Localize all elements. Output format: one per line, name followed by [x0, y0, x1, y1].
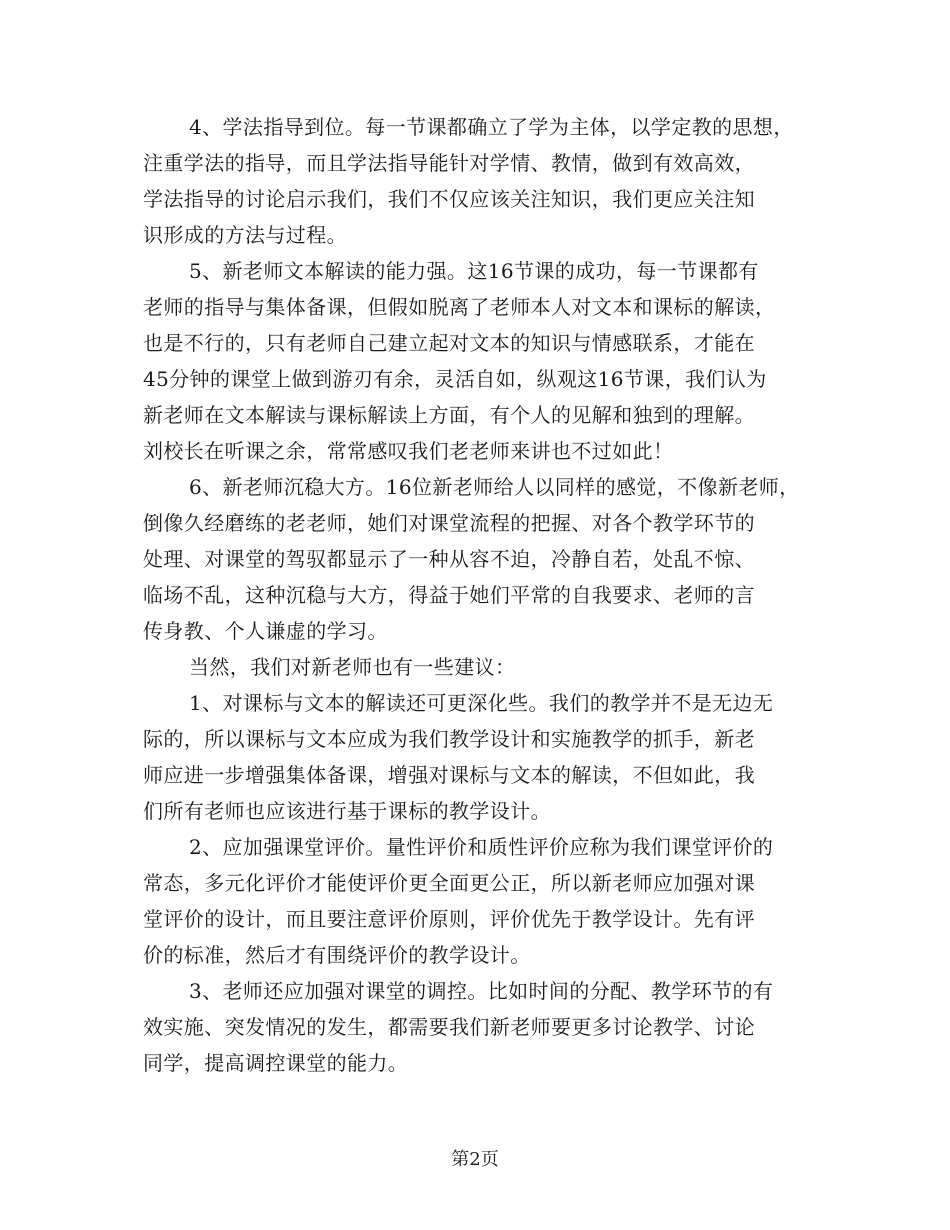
page-number: 第2页: [451, 1149, 499, 1170]
text-line: 识形成的方法与过程。: [143, 223, 347, 247]
text-line: 学法指导的讨论启示我们，我们不仅应该关注知识，我们更应关注知: [143, 187, 755, 211]
text-line: 同学，提高调控课堂的能力。: [143, 1051, 409, 1075]
text-line: 注重学法的指导，而且学法指导能针对学情、教情，做到有效高效，: [143, 151, 755, 175]
text-line: 45分钟的课堂上做到游刃有余，灵活自如，纵观这16节课，我们认为: [143, 367, 767, 391]
text-line: 新老师在文本解读与课标解读上方面，有个人的见解和独到的理解。: [143, 403, 755, 427]
text-line: 际的，所以课标与文本应成为我们教学设计和实施教学的抓手，新老: [143, 727, 755, 751]
text-line: 6、新老师沉稳大方。16位新老师给人以同样的感觉，不像新老师，: [189, 475, 800, 499]
text-line: 们所有老师也应该进行基于课标的教学设计。: [143, 799, 551, 823]
text-line: 倒像久经磨练的老老师，她们对课堂流程的把握、对各个教学环节的: [143, 511, 755, 535]
text-line: 刘校长在听课之余，常常感叹我们老老师来讲也不过如此！: [143, 439, 674, 463]
text-line: 2、应加强课堂评价。量性评价和质性评价应称为我们课堂评价的: [189, 835, 774, 859]
text-line: 常态，多元化评价才能使评价更全面更公正，所以新老师应加强对课: [143, 871, 755, 895]
text-line: 堂评价的设计，而且要注意评价原则，评价优先于教学设计。先有评: [143, 907, 755, 931]
text-line: 也是不行的，只有老师自己建立起对文本的知识与情感联系，才能在: [143, 331, 755, 355]
text-line: 当然，我们对新老师也有一些建议：: [189, 655, 516, 679]
text-line: 师应进一步增强集体备课，增强对课标与文本的解读，不但如此，我: [143, 763, 755, 787]
text-line: 效实施、突发情况的发生，都需要我们新老师要更多讨论教学、讨论: [143, 1015, 755, 1039]
text-line: 1、对课标与文本的解读还可更深化些。我们的教学并不是无边无: [189, 691, 774, 715]
text-line: 价的标准，然后才有围绕评价的教学设计。: [143, 943, 531, 967]
text-line: 3、老师还应加强对课堂的调控。比如时间的分配、教学环节的有: [189, 979, 774, 1003]
text-line: 临场不乱，这种沉稳与大方，得益于她们平常的自我要求、老师的言: [143, 583, 755, 607]
text-line: 处理、对课堂的驾驭都显示了一种从容不迫，冷静自若，处乱不惊、: [143, 547, 755, 571]
text-line: 4、学法指导到位。每一节课都确立了学为主体，以学定教的思想，: [189, 115, 794, 139]
text-line: 5、新老师文本解读的能力强。这16节课的成功，每一节课都有: [189, 259, 759, 283]
body-text: [143, 109, 823, 1081]
text-line: 老师的指导与集体备课，但假如脱离了老师本人对文本和课标的解读，: [143, 295, 776, 319]
text-line: 传身教、个人谦虚的学习。: [143, 619, 388, 643]
